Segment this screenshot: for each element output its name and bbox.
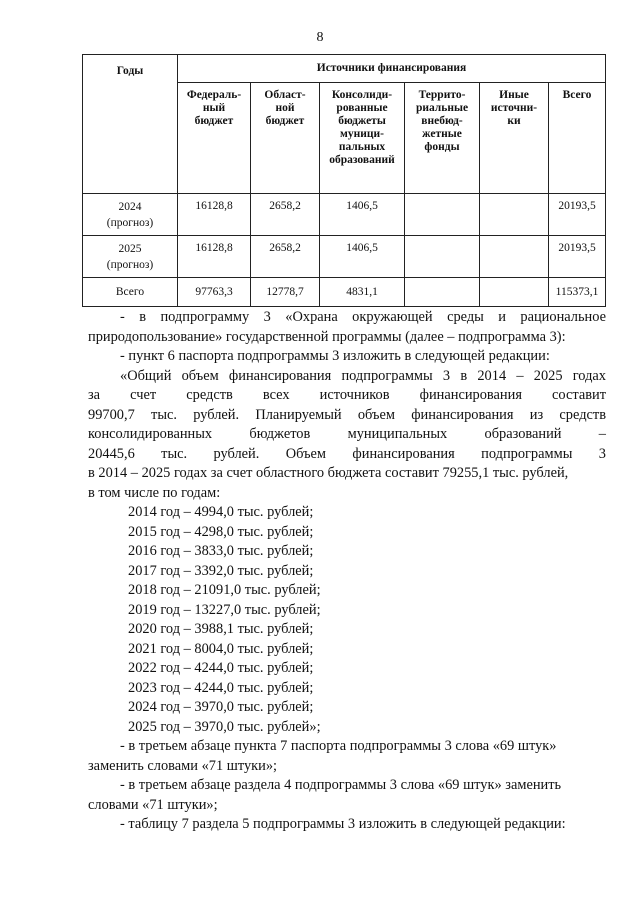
total-territorial [405,278,480,307]
year-line: 2025 год – 3970,0 тыс. рублей»; [128,718,321,735]
year-line: 2018 год – 21091,0 тыс. рублей; [128,582,321,598]
header-total: Всего [549,83,606,194]
header-years: Годы [83,55,178,194]
cell-regional: 2658,2 [251,236,320,278]
cell-regional: 2658,2 [251,194,320,236]
total-other [480,278,549,307]
header-regional: Област- ной бюджет [251,83,320,194]
paragraph-line: - пункт 6 паспорта подпрограммы 3 изложить в следующей редакции: [120,348,550,364]
paragraph-line: в 2014 – 2025 годах за счет областного бюджета составит 79255,1 тыс. рублей, [88,465,569,481]
paragraph-line: - в третьем абзаце раздела 4 подпрограммы 3 слова «69 штук» заменить [120,777,562,793]
paragraph-line: - в третьем абзаце пункта 7 паспорта подпрограммы 3 слова «69 штук» [120,738,557,754]
year-line: 2022 год – 4244,0 тыс. рублей; [128,660,314,676]
cell-territorial [405,236,480,278]
paragraph-line: 99700,7 тыс. рублей. Планируемый объем финансирования из средств [88,406,606,423]
year-line: 2021 год – 8004,0 тыс. рублей; [128,640,314,657]
header-consolidated: Консолиди- рованные бюджеты муници- пальных образований [320,83,405,194]
cell-consolidated: 1406,5 [320,236,405,278]
paragraph-line: консолидированных бюджетов муниципальных образований – [88,426,606,442]
cell-federal: 16128,8 [178,194,251,236]
table-row [83,236,606,278]
page-number: 8 [316,30,324,45]
total-label: Всего [83,278,178,307]
cell-federal: 16128,8 [178,236,251,278]
cell-other [480,236,549,278]
header-territorial: Террито- риальные внебюд- жетные фонды [405,83,480,194]
year-line: 2014 год – 4994,0 тыс. рублей; [128,504,314,520]
paragraph-line: - таблицу 7 раздела 5 подпрограммы 3 изложить в следующей редакции: [120,816,566,832]
paragraph-line: заменить словами «71 штуки»; [88,757,278,774]
total-federal: 97763,3 [178,278,251,307]
row-year: 2024 (прогноз) [83,194,178,236]
paragraph-line: за счет средств всех источников финансирования составит [88,387,606,403]
table-row [83,194,606,236]
cell-consolidated: 1406,5 [320,194,405,236]
header-sources: Источники финансирования [178,55,606,83]
cell-total: 20193,5 [549,194,606,236]
total-consolidated: 4831,1 [320,278,405,307]
total-regional: 12778,7 [251,278,320,307]
paragraph-line: «Общий объем финансирования подпрограммы 3 в 2014 – 2025 годах [120,367,606,384]
cell-other [480,194,549,236]
year-line: 2019 год – 13227,0 тыс. рублей; [128,601,321,618]
header-federal: Федераль- ный бюджет [178,83,251,194]
paragraph-line: 20445,6 тыс. рублей. Объем финансирования подпрограммы 3 [88,445,606,462]
year-line: 2016 год – 3833,0 тыс. рублей; [128,543,314,559]
year-line: 2017 год – 3392,0 тыс. рублей; [128,562,314,579]
paragraph-line: природопользование» государственной программы (далее – подпрограмма 3): [88,328,566,345]
year-line: 2024 год – 3970,0 тыс. рублей; [128,699,314,715]
financing-table [82,54,606,307]
year-line: 2023 год – 4244,0 тыс. рублей; [128,679,314,696]
paragraph-line: - в подпрограмму 3 «Охрана окружающей среды и рациональное [120,309,606,325]
row-year: 2025 (прогноз) [83,236,178,278]
header-other: Иные источни- ки [480,83,549,194]
paragraph-line: в том числе по годам: [88,484,221,501]
paragraph-line: словами «71 штуки»; [88,796,218,813]
body-text [88,308,606,835]
year-line: 2015 год – 4298,0 тыс. рублей; [128,523,314,540]
cell-total: 20193,5 [549,236,606,278]
total-sum: 115373,1 [549,278,606,307]
cell-territorial [405,194,480,236]
table-total-row [83,278,606,307]
year-line: 2020 год – 3988,1 тыс. рублей; [128,621,314,637]
